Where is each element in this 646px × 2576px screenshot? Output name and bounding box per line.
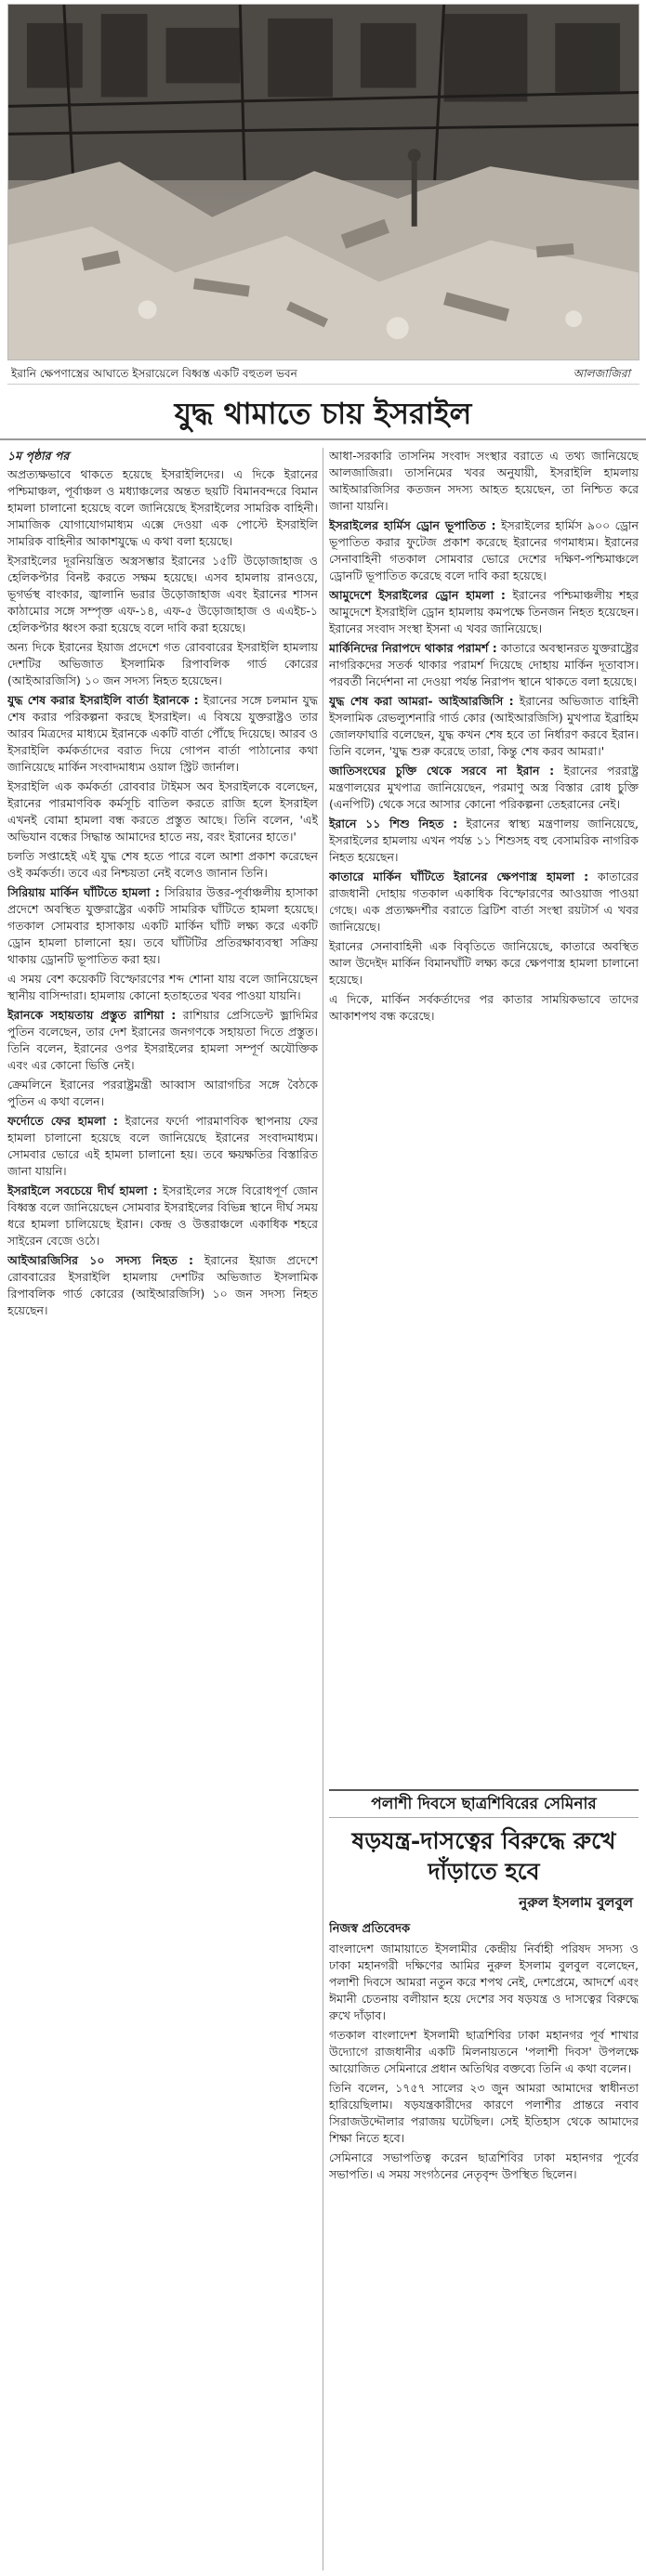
section-heading: আইআরজিসির ১০ সদস্য নিহত : <box>7 1253 193 1267</box>
caption-text: ইরানি ক্ষেপণাস্ত্রের আঘাতে ইসরায়েলে বিধ্বস্ত একটি বহুতল ভবন <box>11 367 297 380</box>
article-section <box>329 640 639 690</box>
section-text: কাতারের রাজধানী দোহায় গতকাল একাধিক বিস্ফোরণের আওয়াজ পাওয়া গেছে। এক প্রত্যক্ষদর্শীর বরাতে ব্রিটিশ বার্তা সংস্থা রয়টার্স এ খবর জানিয়েছে। <box>329 870 639 934</box>
section-heading: যুদ্ধ শেষ করা আমরা- আইআরজিসি : <box>329 694 514 708</box>
section-text: ইসরাইলের হার্মিস ৯০০ ড্রোন ভূপাতিত করার ফুটেজ প্রকাশ করেছে ইরানের গণমাধ্যম। ইরানের সেনাবাহিনী গতকাল সোমবার ভোরে দেশের দক্ষিণ-পশ্চিমাঞ্চলে ড্রোনটি ভূপাতিত করেছে বলে দাবি করা হয়েছে। <box>329 518 639 582</box>
section-text: ইরানের ইয়াজ প্রদেশে রোববারের ইসরাইলি হামলায় দেশটির অভিজাত ইসলামিক রিপাবলিক গার্ড কোরের (আইআরজিসি) ১০ জন সদস্য নিহত হয়েছেন। <box>7 1253 318 1317</box>
story-byline: নুরুল ইসলাম বুলবুল <box>519 1894 633 1911</box>
article-section <box>7 1113 318 1180</box>
story-kicker: পলাশী দিবসে ছাত্রশিবিরের সেমিনার <box>329 1791 639 1818</box>
section-text: ইরানের ফর্দো পারমাণবিক স্থাপনায় ফের হামলা চালানো হয়েছে বলে জানিয়েছে ইরানের সংবাদমাধ্যম। সোমবার ভোরে এই হামলা চালানো হয়। তবে ক্ষয়ক্ষতির বিস্তারিত জানা যায়নি। <box>7 1114 318 1178</box>
photo-caption <box>7 362 639 385</box>
article-section <box>329 869 639 935</box>
article-paragraph: তিনি বলেন, ১৭৫৭ সালের ২৩ জুন আমরা আমাদের স্বাধীনতা হারিয়েছিলাম। ষড়যন্ত্রকারীদের কারণে পলাশীর প্রান্তরে নবাব সিরাজউদ্দৌলার পরাজয় ঘটেছিল। সেই ইতিহাস থেকে আমাদের শিক্ষা নিতে হবে। <box>329 2081 639 2145</box>
article-paragraph: এ সময় বেশ কয়েকটি বিস্ফোরণের শব্দ শোনা যায় বলে জানিয়েছেন স্থানীয় বাসিন্দারা। হামলায় কোনো হতাহতের খবর পাওয়া যায়নি। <box>7 972 318 1002</box>
article-paragraph: অপ্রত্যক্ষভাবে থাকতে হয়েছে ইসরাইলিদের। এ দিকে ইরানের পশ্চিমাঞ্চল, পূর্বাঞ্চল ও মধ্যাঞ্চলের অন্তত ছয়টি বিমানবন্দরে বিমান হামলা চালানো হয়েছে বলে জানিয়েছে ইসরাইলের সামরিক বাহিনী। সামাজিক যোগাযোগমাধ্যম এক্সে দেওয়া এক পোস্টে ইসরাইলি সামরিক বাহিনীর আকাশযুদ্ধে এ কথা বলা হয়েছে। <box>7 467 318 548</box>
article-section <box>7 692 318 776</box>
article-paragraph: অন্য দিকে ইরানের ইয়াজ প্রদেশে গত রোববারের ইসরাইলি হামলায় দেশটির অভিজাত ইসলামিক রিপাবলিক গার্ড কোরের (আইআরজিসি) ১০ জন সদস্য নিহত হয়েছেন। <box>7 640 318 687</box>
section-text: ইরানের সঙ্গে চলমান যুদ্ধ শেষ করার পরিকল্পনা করছে ইসরাইল। এ বিষয়ে যুক্তরাষ্ট্রও তার আরব মিত্রদের মাধ্যমে ইরানকে একটি বার্তা পৌঁছে দিয়েছে। আরব ও ইসরাইলি কর্মকর্তাদের বরাত দিয়ে গোপন বার্তা পাঠানোর কথা জানিয়েছে মার্কিন সংবাদমাধ্যম ওয়াল স্ট্রিট জার্নাল। <box>7 693 318 774</box>
story-body <box>329 1921 639 2183</box>
article-paragraph: ইসরাইলের দূরনিয়ন্ত্রিত অস্ত্রসম্ভার ইরানের ১৫টি উড়োজাহাজ ও হেলিকপ্টার বিনষ্ট করতে সক্ষম হয়েছে। এসব হামলায় রানওয়ে, ভূগর্ভস্থ বাংকার, জ্বালানি ভরার উড়োজাহাজ এবং ইরানের শাসন কাঠামোর সঙ্গে সম্পৃক্ত এফ-১৪, এফ-৫ উড়োজাহাজ ও এএইচ-১ হেলিকপ্টার ধ্বংস করা হয়েছে বলে দাবি করা হয়েছে। <box>7 554 318 634</box>
story-title: ষড়যন্ত্র-দাসত্বের বিরুদ্ধে রুখে দাঁড়াতে হবে <box>351 1827 616 1885</box>
seminar-story <box>329 1789 639 2576</box>
section-heading: ফর্দোতে ফের হামলা : <box>7 1114 118 1128</box>
article-section <box>7 884 318 968</box>
article-paragraph: সেমিনারে সভাপতিত্ব করেন ছাত্রশিবির ঢাকা মহানগর পূর্বের সভাপতি। এ সময় সংগঠনের নেতৃবৃন্দ উপস্থিত ছিলেন। <box>329 2151 639 2181</box>
section-text: ইরানের পশ্চিমাঞ্চলীয় শহর আমুদেশে ইসরাইলি ড্রোন হামলায় কমপক্ষে তিনজন নিহত হয়েছেন। ইরানের সংবাদ সংস্থা ইসনা এ খবর জানিয়েছে। <box>329 588 639 635</box>
section-heading: ইসরাইলে সবচেয়ে দীর্ঘ হামলা : <box>7 1183 158 1197</box>
section-text: সিরিয়ার উত্তর-পূর্বাঞ্চলীয় হাসাকা প্রদেশে অবস্থিত যুক্তরাষ্ট্রের একটি সামরিক ঘাঁটিতে হামলা হয়েছে। গতকাল সোমবার হাসাকায় একটি মার্কিন ঘাঁটি লক্ষ্য করে একটি ড্রোন হামলা চালানো হয়। তবে ঘাঁটিটির প্রতিরক্ষাব্যবস্থা সক্রিয় থাকায় ড্রোনটি ভূপাতিত করা হয়। <box>7 885 318 966</box>
section-heading: সিরিয়ায় মার্কিন ঘাঁটিতে হামলা : <box>7 885 160 899</box>
section-heading: জাতিসংঘের চুক্তি থেকে সরবে না ইরান : <box>329 764 555 778</box>
section-text: কাতারে অবস্থানরত যুক্তরাষ্ট্রের নাগরিকদের সতর্ক থাকার পরামর্শ দিয়েছে দোহায় মার্কিন দূতাবাস। পরবর্তী নির্দেশনা না দেওয়া পর্যন্ত নিরাপদ স্থানে থাকতে বলা হয়েছে। <box>329 641 639 688</box>
article-paragraph: বাংলাদেশ জামায়াতে ইসলামীর কেন্দ্রীয় নির্বাহী পরিষদ সদস্য ও ঢাকা মহানগরী দক্ষিণের আমির নুরুল ইসলাম বুলবুল বলেছেন, পলাশী দিবসে আমরা নতুন করে শপথ নেই, দেশপ্রেমে, আদর্শে এবং ঈমানী চেতনায় বলীয়ান হয়ে দেশের সব ষড়যন্ত্র ও দাসত্বের বিরুদ্ধে রুখে দাঁড়াব। <box>329 1942 639 2022</box>
continued-label: ১ম পৃষ্ঠার পর <box>7 449 70 463</box>
article-section <box>329 816 639 866</box>
section-heading: ইরানকে সহায়তায় প্রস্তুত রাশিয়া : <box>7 1008 177 1022</box>
section-heading: আমুদেশে ইসরাইলের ড্রোন হামলা : <box>329 588 506 602</box>
article-paragraph: ক্রেমলিনে ইরানের পররাষ্ট্রমন্ত্রী আব্বাস আরাগচির সঙ্গে বৈঠকে পুতিন এ কথা বলেন। <box>7 1078 318 1108</box>
article-paragraph: ইরানের সেনাবাহিনী এক বিবৃতিতে জানিয়েছে, কাতারে অবস্থিত আল উদেইদ মার্কিন বিমানঘাঁটি লক্ষ্য করে ক্ষেপণাস্ত্র হামলা চালানো হয়েছে। <box>329 939 639 987</box>
article-paragraph: আধা-সরকারি তাসনিম সংবাদ সংস্থার বরাতে এ তথ্য জানিয়েছে আলজাজিরা। তাসনিমের খবর অনুযায়ী, ইসরাইলি হামলায় আইআরজিসির কতজন সদস্য আহত হয়েছেন, তা নিশ্চিত করে জানা যায়নি। <box>329 449 639 513</box>
section-heading: কাতারে মার্কিন ঘাঁটিতে ইরানের ক্ষেপণাস্ত্র হামলা : <box>329 870 589 883</box>
section-heading: ইরানে ১১ শিশু নিহত : <box>329 817 458 830</box>
right-column <box>329 448 639 1785</box>
section-text: ইরানের অভিজাত বাহিনী ইসলামিক রেভল্যুশনারি গার্ড কোর (আইআরজিসি) মুখপাত্র ইব্রাহিম জোলফাঘারি বলেছেন, যুদ্ধ কখন শেষ হবে তা নির্ধারণ করবে ইরান। তিনি বলেন, 'যুদ্ধ শুরু করেছে তারা, কিন্তু শেষ করব আমরা।' <box>329 694 639 758</box>
article-section <box>329 763 639 813</box>
section-heading: মার্কিনিদের নিরাপদে থাকার পরামর্শ : <box>329 641 497 655</box>
news-photo <box>7 4 639 360</box>
reporter-label: নিজস্ব প্রতিবেদক <box>329 1922 411 1936</box>
article-paragraph: এ দিকে, মার্কিন সর্বকর্তাদের পর কাতার সাময়িকভাবে তাদের আকাশপথ বন্ধ করেছে। <box>329 992 639 1023</box>
section-text: ইসরাইলের সঙ্গে বিরোধপূর্ণ জোন বিধ্বস্ত বলে জানিয়েছেন সোমবার ইসরাইলের বিভিন্ন স্থানে দীর্ঘ সময় ধরে হামলা চালিয়েছে ইরান। কেন্দ্র ও উত্তরাঞ্চলে একাধিক শহরে সাইরেন বেজে ওঠে। <box>7 1183 318 1248</box>
article-paragraph: চলতি সপ্তাহেই এই যুদ্ধ শেষ হতে পারে বলে আশা প্রকাশ করেছেন ওই কর্মকর্তা। তবে এর নিশ্চয়তা নেই বলেও জানান তিনি। <box>7 849 318 880</box>
article-paragraph: গতকাল বাংলাদেশ ইসলামী ছাত্রশিবির ঢাকা মহানগর পূর্ব শাখার উদ্যোগে রাজধানীর একটি মিলনায়তনে 'পলাশী দিবস' উপলক্ষে আয়োজিত সেমিনারে প্রধান অতিথির বক্তব্যে তিনি এ কথা বলেন। <box>329 2028 639 2075</box>
article-section <box>7 1252 318 1319</box>
headline-block <box>0 388 646 440</box>
article-section <box>329 587 639 637</box>
section-text: ইরানের স্বাস্থ্য মন্ত্রণালয় জানিয়েছে, ইসরাইলের হামলায় এখন পর্যন্ত ১১ শিশুসহ বহু বেসামরিক নাগরিক নিহত হয়েছেন। <box>329 817 639 864</box>
photo-credit: আলজাজিরা <box>573 367 630 380</box>
article-section <box>329 693 639 760</box>
article-section <box>7 1183 318 1249</box>
section-heading: ইসরাইলের হার্মিস ড্রোন ভূপাতিত : <box>329 518 496 532</box>
headline: যুদ্ধ থামাতে চায় ইসরাইল <box>174 396 472 431</box>
left-column <box>7 448 318 2575</box>
article-section <box>329 517 639 584</box>
section-text: রাশিয়ার প্রেসিডেন্ট ভ্লাদিমির পুতিন বলেছেন, তার দেশ ইরানের জনগণকে সহায়তা দিতে প্রস্তুত। তিনি বলেন, ইরানের ওপর ইসরাইলের হামলা সম্পূর্ণ অযৌক্তিক এবং এর কোনো ভিত্তি নেই। <box>7 1008 318 1072</box>
section-text: ইরানের পররাষ্ট্র মন্ত্রণালয়ের মুখপাত্র জানিয়েছেন, পরমাণু অস্ত্র বিস্তার রোধ চুক্তি (এনপিটি) থেকে সরে আসার কোনো পরিকল্পনা তেহরানের নেই। <box>329 764 639 811</box>
article-section <box>7 1007 318 1074</box>
article-paragraph: ইসরাইলি এক কর্মকর্তা রোববার টাইমস অব ইসরাইলকে বলেছেন, ইরানের পারমাণবিক কর্মসূচি বাতিল করতে রাজি হলে ইসরাইল এখনই বোমা হামলা বন্ধ করতে প্রস্তুত আছে। তিনি বলেন, 'এই অভিযান বন্ধের সিদ্ধান্ত আমাদের হাতে নয়, বরং ইরানের হাতে।' <box>7 779 318 843</box>
section-heading: যুদ্ধ শেষ করার ইসরাইলি বার্তা ইরানকে : <box>7 693 199 707</box>
